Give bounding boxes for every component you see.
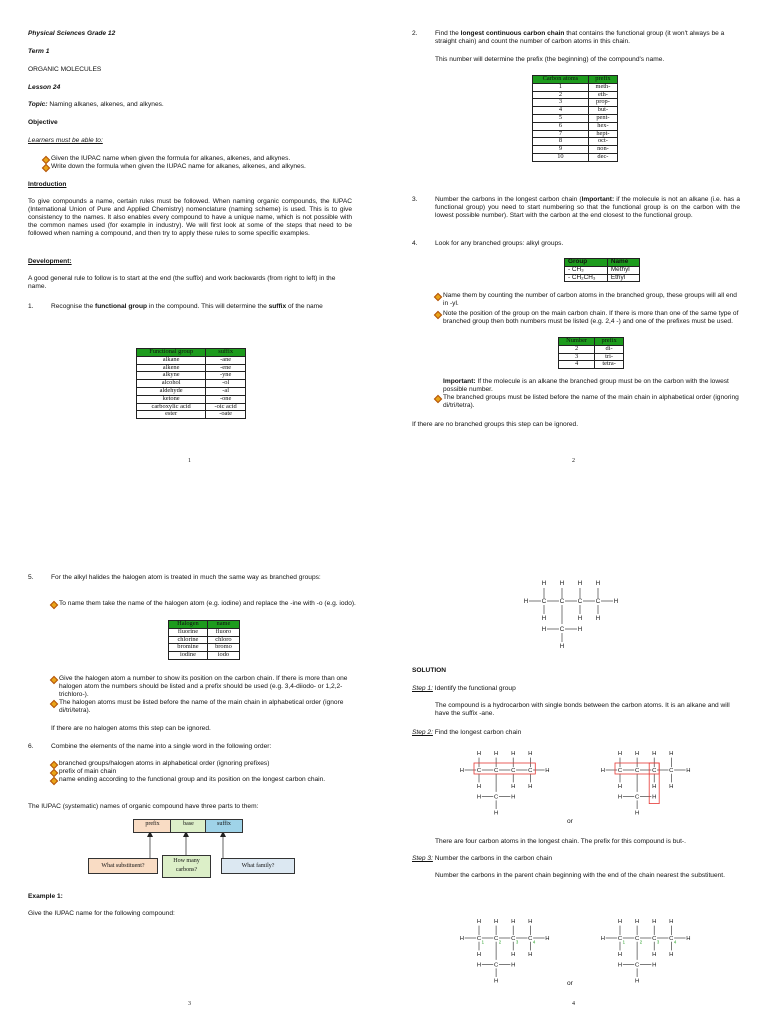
carbon-atom: C: [511, 935, 516, 942]
hydrogen-atom: H: [511, 794, 516, 801]
carbon-atom: C: [528, 935, 533, 942]
substituent-question-box: What substituent?: [88, 858, 158, 874]
carbon-atom: C: [652, 767, 657, 774]
hydrogen-atom: H: [511, 784, 516, 791]
hydrogen-atom: H: [617, 794, 623, 801]
step-5-number: 5.: [28, 574, 34, 581]
carbon-atom: C: [511, 767, 516, 774]
table-row: 9 non-: [533, 146, 618, 154]
hydrogen-atom: H: [476, 794, 482, 801]
or-label-2: or: [567, 980, 573, 987]
hydrogen-atom: H: [476, 750, 482, 757]
page-1: [0, 0, 384, 512]
carbon-atom: C: [669, 767, 674, 774]
step-1-body: The compound is a hydrocarbon with single bonds between the carbon atoms. It is an alkane and will have the suffix -ane.: [435, 702, 730, 718]
step-3-body: Number the carbons in the parent chain beginning with the end of the chain nearest the substituent.: [435, 872, 725, 879]
carbons-question-box: How many carbons?: [162, 855, 211, 878]
carbon-number-label: 2: [498, 939, 502, 945]
objective-heading: Objective: [28, 119, 58, 126]
carbon-atom: C: [634, 767, 640, 774]
solution-heading: SOLUTION: [412, 667, 447, 674]
hydrogen-atom: H: [617, 750, 623, 757]
four-carbons-note: There are four carbon atoms in the longest chain. The prefix for this compound is but-.: [435, 838, 686, 845]
suffix-box: suffix: [205, 819, 243, 833]
step-5-text: For the alkyl halides the halogen atom is treated in much the same way as branched groups:: [51, 574, 321, 581]
page-2: [384, 0, 768, 512]
carbon-number-label: 4: [673, 939, 677, 945]
iupac-intro: The IUPAC (systematic) names of organic compound have three parts to them:: [28, 803, 259, 810]
page-number: 4: [572, 1001, 575, 1007]
intro-heading: Introduction: [28, 181, 67, 188]
step-3-line: Step 3: Number the carbons in the carbon chain: [412, 855, 553, 862]
hydrogen-atom: H: [600, 935, 606, 942]
hydrogen-atom: H: [523, 598, 529, 605]
table-row: 6 hex-: [533, 122, 618, 130]
table-row: aldehyde -al: [137, 387, 246, 395]
table-row: 4 but-: [533, 107, 618, 115]
carbon-number-label: 3: [656, 939, 660, 945]
hydrogen-atom: H: [669, 784, 674, 791]
carbon-number-label: 1: [481, 939, 484, 945]
carbon-atom: C: [559, 626, 565, 633]
learners-heading: Learners must be able to:: [28, 137, 103, 144]
step-4-number: 4.: [412, 240, 418, 247]
base-box: base: [170, 819, 207, 833]
term-label: Term 1: [28, 48, 50, 55]
lesson-label: Lesson 24: [28, 84, 61, 91]
hydrogen-atom: H: [617, 784, 623, 791]
step-6-number: 6.: [28, 743, 34, 750]
important-note: Important: If the molecule is an alkane the branched group must be on the carbon with the lowest possible number.: [443, 378, 729, 394]
page-4: [384, 512, 768, 1024]
carbon-number-label: 2: [639, 939, 643, 945]
table-row: fluorine fluoro: [169, 628, 240, 636]
carbon-atom: C: [652, 935, 657, 942]
example-heading: Example 1:: [28, 893, 63, 900]
order-bullet-1: branched groups/halogen atoms in alphabetical order (ignoring prefixes): [50, 760, 359, 768]
table-row: 10 dec-: [533, 153, 618, 161]
table-header: Group: [565, 259, 608, 267]
table-row: ester -oate: [137, 411, 246, 419]
table-row: 8 oct-: [533, 138, 618, 146]
table-header: Number: [559, 338, 595, 346]
table-row: - CH₃ Methyl: [565, 266, 640, 274]
table-row: 2 eth-: [533, 91, 618, 99]
hydrogen-atom: H: [528, 952, 533, 959]
step-2-note: This number will determine the prefix (the beginning) of the compound's name.: [435, 56, 665, 63]
alkyl-bullet-1: Name them by counting the number of carbon atoms in the branched group, these groups will all end in -yl.: [434, 292, 743, 308]
table-row: 4 tetra-: [559, 361, 624, 369]
topic-line: Topic: Naming alkanes, alkenes, and alkynes.: [28, 101, 164, 108]
carbon-atom: C: [493, 794, 499, 801]
table-row: 5 pent-: [533, 114, 618, 122]
carbon-atom: C: [634, 962, 640, 969]
table-row: carboxylic acid -oic acid: [137, 403, 246, 411]
alkyl-group-table: [564, 258, 640, 282]
hydrogen-atom: H: [559, 580, 565, 587]
name-parts-arrows: [0, 512, 384, 1024]
hydrogen-atom: H: [541, 626, 547, 633]
order-bullet-3: name ending according to the functional group and its position on the longest carbon chain.: [50, 776, 359, 784]
hydrogen-atom: H: [600, 767, 606, 774]
halogen-bullet-2: Give the halogen atom a number to show its position on the carbon chain. If there is more than one halogen atom the numbers should be listed and a prefix should be used (e.g. 3,4-diiodo- or 1,2,2-trichloro-).: [50, 675, 359, 699]
table-header: prefix: [588, 76, 617, 84]
hydrogen-atom: H: [669, 952, 674, 959]
hydrogen-atom: H: [617, 952, 623, 959]
table-row: 3 prop-: [533, 99, 618, 107]
carbon-atom: C: [493, 962, 499, 969]
hydrogen-atom: H: [459, 767, 465, 774]
table-row: bromine bromo: [169, 644, 240, 652]
step-1-text: Recognise the functional group in the compound. This will determine the suffix of the name: [51, 303, 323, 310]
hydrogen-atom: H: [493, 750, 499, 757]
table-row: chlorine chloro: [169, 636, 240, 644]
carbon-atom: C: [493, 935, 499, 942]
table-row: ketone -one: [137, 395, 246, 403]
carbon-number-label: 3: [515, 939, 519, 945]
table-header: suffix: [206, 349, 246, 357]
carbon-atom: C: [617, 935, 623, 942]
carbon-atom: C: [528, 767, 533, 774]
carbon-atom: C: [634, 794, 640, 801]
hydrogen-atom: H: [476, 962, 482, 969]
step-2-line: Step 2: Find the longest carbon chain: [412, 729, 522, 736]
table-row: 1 meth-: [533, 83, 618, 91]
page-number: 1: [188, 458, 191, 464]
table-row: - CH₂CH₃ Ethyl: [565, 274, 640, 282]
objective-bullet-2: Write down the formula when given the IUPAC name for alkanes, alkenes, and alkynes.: [42, 163, 351, 171]
table-header: Name: [607, 259, 639, 267]
step-3-number: 3.: [412, 196, 418, 203]
carbon-atom: C: [476, 935, 482, 942]
halogen-bullet-3: The halogen atoms must be listed before the name of the main chain in alphabetical order (ignore di/tri/tetra).: [50, 699, 359, 715]
hydrogen-atom: H: [634, 750, 640, 757]
carbon-atom: C: [476, 767, 482, 774]
order-bullet-2: prefix of main chain: [50, 768, 359, 776]
step-1-line: Step 1: Identify the functional group: [412, 685, 516, 692]
hydrogen-atom: H: [634, 810, 640, 817]
hydrogen-atom: H: [528, 784, 533, 791]
hydrogen-atom: H: [476, 952, 482, 959]
hydrogen-atom: H: [511, 750, 516, 757]
carbon-number-label: 1: [622, 939, 625, 945]
functional-group-table: [136, 348, 246, 419]
hydrogen-atom: H: [459, 935, 465, 942]
hydrogen-atom: H: [528, 918, 533, 925]
hydrogen-atom: H: [476, 784, 482, 791]
page-number: 3: [188, 1001, 191, 1007]
carbon-atom: C: [634, 935, 640, 942]
hydrogen-atom: H: [511, 952, 516, 959]
hydrogen-atom: H: [652, 952, 657, 959]
hydrogen-atom: H: [545, 935, 550, 942]
development-paragraph: A good general rule to follow is to start at the end (the suffix) and work backwards (from right to left) in the name.: [28, 275, 336, 291]
family-question-box: What family?: [221, 858, 295, 874]
table-row: 3 tri-: [559, 353, 624, 361]
hydrogen-atom: H: [652, 962, 657, 969]
page-number: 2: [572, 458, 575, 464]
alkyl-bullet-2: Note the position of the group on the main carbon chain. If there is more than one of the same type of branched group then both numbers must be listed (e.g. 2,4 -) and one of the prefixes must be used.: [434, 310, 743, 326]
table-row: alkane -ane: [137, 356, 246, 364]
hydrogen-atom: H: [617, 918, 623, 925]
objective-bullet-1: Given the IUPAC name when given the formula for alkanes, alkenes, and alkynes.: [42, 155, 351, 163]
subject-title: Physical Sciences Grade 12: [28, 30, 116, 37]
carbon-atom: C: [559, 598, 565, 605]
hydrogen-atom: H: [493, 978, 499, 985]
step-6-text: Combine the elements of the name into a single word in the following order:: [51, 743, 272, 750]
hydrogen-atom: H: [669, 750, 674, 757]
carbon-atom: C: [617, 767, 623, 774]
page-3: [0, 512, 384, 1024]
hydrogen-atom: H: [686, 935, 691, 942]
hydrogen-atom: H: [493, 810, 499, 817]
hydrogen-atom: H: [652, 918, 657, 925]
hydrogen-atom: H: [577, 626, 583, 633]
section-heading: ORGANIC MOLECULES: [28, 66, 102, 73]
hydrogen-atom: H: [577, 580, 583, 587]
hydrogen-atom: H: [686, 767, 691, 774]
hydrogen-atom: H: [634, 978, 640, 985]
step-1-number: 1.: [28, 303, 34, 310]
prefix-box: prefix: [133, 819, 172, 833]
hydrogen-atom: H: [613, 598, 619, 605]
hydrogen-atom: H: [545, 767, 550, 774]
step-2-number: 2.: [412, 30, 418, 37]
hydrogen-atom: H: [511, 962, 516, 969]
hydrogen-atom: H: [559, 643, 565, 650]
step-3-text: Number the carbons in the longest carbon chain (Important: if the molecule is not an alkane (i.e. has a functional group) you need to start numbering so that the functional group is on the carbon with the lowest possible number). Start with the carbon at the end closest to the functional group.: [435, 196, 740, 220]
table-row: alcohol -ol: [137, 380, 246, 388]
carbon-atom: C: [577, 598, 583, 605]
hydrogen-atom: H: [528, 750, 533, 757]
hydrogen-atom: H: [652, 784, 657, 791]
carbon-atom: C: [669, 935, 674, 942]
alkyl-bullet-3: The branched groups must be listed before the name of the main chain in alphabetical order (ignoring di/tri/tetra).: [434, 394, 743, 410]
closing-note: If there are no branched groups this step can be ignored.: [412, 421, 579, 428]
hydrogen-atom: H: [595, 615, 601, 622]
hydrogen-atom: H: [541, 615, 547, 622]
table-header: prefix: [595, 338, 624, 346]
hydrogen-atom: H: [511, 918, 516, 925]
table-header: name: [207, 621, 239, 629]
multiplier-prefix-table: [558, 337, 624, 369]
hydrogen-atom: H: [541, 580, 547, 587]
prefix-table: [532, 75, 618, 162]
hydrogen-atom: H: [493, 918, 499, 925]
no-halogen-note: If there are no halogen atoms this step can be ignored.: [51, 725, 211, 732]
hydrogen-atom: H: [669, 918, 674, 925]
table-row: alkyne -yne: [137, 372, 246, 380]
carbon-atom: C: [493, 767, 499, 774]
example-text: Give the IUPAC name for the following compound:: [28, 910, 175, 917]
hydrogen-atom: H: [652, 750, 657, 757]
table-row: alkene -ene: [137, 364, 246, 372]
carbon-number-label: 4: [532, 939, 536, 945]
longest-chain-highlight: [474, 763, 535, 774]
table-row: 2 di-: [559, 345, 624, 353]
table-row: 7 hept-: [533, 130, 618, 138]
carbon-atom: C: [541, 598, 547, 605]
step-2-text: Find the longest continuous carbon chain that contains the functional group (it won't always be a straight chain) and count the number of carbon atoms in this chain.: [435, 30, 725, 46]
halogen-bullet-1: To name them take the name of the halogen atom (e.g. iodine) and replace the -ine with -o (e.g. iodo).: [50, 600, 359, 608]
table-header: Functional group: [137, 349, 206, 357]
table-header: Halogen: [169, 621, 208, 629]
table-header: Carbon atoms: [533, 76, 589, 84]
table-row: iodine iodo: [169, 652, 240, 660]
hydrogen-atom: H: [577, 615, 583, 622]
hydrogen-atom: H: [617, 962, 623, 969]
hydrogen-atom: H: [634, 918, 640, 925]
development-heading: Development:: [28, 258, 72, 265]
hydrogen-atom: H: [476, 918, 482, 925]
hydrogen-atom: H: [652, 794, 657, 801]
intro-paragraph: To give compounds a name, certain rules must be followed. When naming organic compounds, the IUPAC (International Union of Pure and Applied Chemistry) nomenclature (naming scheme) is used. This is to give consistency to the names. It also enables every compound to have a unique name, which is not possible with the common names used (for example in industry). We will first look at some of the steps that need to be followed when naming a compound, and then try to apply these rules to some specific examples.: [28, 198, 352, 238]
hydrogen-atom: H: [595, 580, 601, 587]
carbon-atom: C: [595, 598, 601, 605]
or-label-1: or: [567, 818, 573, 825]
step-4-text: Look for any branched groups: alkyl groups.: [435, 240, 564, 247]
molecule-drawings: [384, 512, 768, 1024]
